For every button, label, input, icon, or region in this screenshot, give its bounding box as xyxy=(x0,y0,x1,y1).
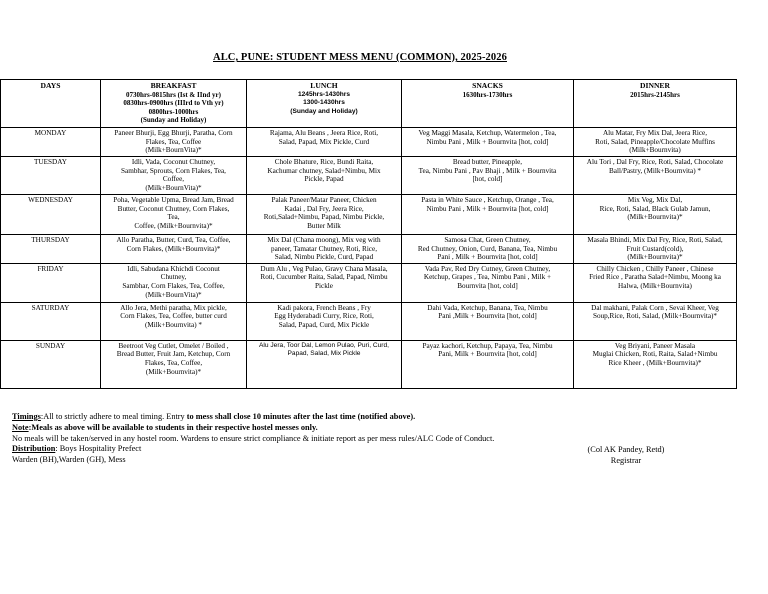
header-dinner xyxy=(574,80,737,128)
breakfast-line: Idli, Sabudana Khichdi Coconut xyxy=(127,264,220,273)
dinner-line: Alu Matar, Fry Mix Dal, Jeera Rice, xyxy=(602,129,708,137)
dinner-cell xyxy=(574,340,737,388)
signatory-name: (Col AK Pandey, Retd) xyxy=(587,445,665,454)
dinner-cell xyxy=(574,263,737,302)
lunch-line: Alu Jera, Toor Dal, Lemon Pulao, Puri, Curd, xyxy=(259,341,389,349)
breakfast-line: Butter, Coconut Chutney, Corn Flakes, xyxy=(117,204,230,213)
dinner-line: Veg Briyani, Paneer Masala xyxy=(614,341,696,350)
breakfast-cell xyxy=(101,157,247,195)
header-lunch-time-3: (Sunday and Holiday) xyxy=(290,107,358,115)
room-note: No meals will be taken/served in any hostel room. Wardens to ensure strict compliance & initiate report as per mess rules/ALC Code of Conduct. xyxy=(12,433,495,443)
dinner-line: Fried Rice , Paratha Salad+Nimbu, Moong ka xyxy=(589,273,721,282)
menu-row-sunday xyxy=(1,340,737,388)
breakfast-cell xyxy=(101,302,247,340)
breakfast-line: Poha, Vegetable Upma, Bread Jam, Bread xyxy=(113,196,234,204)
header-breakfast-time-3: 0800hrs-1000hrs xyxy=(148,107,199,116)
header-breakfast-time-4: (Sunday and Holiday) xyxy=(140,116,207,125)
signatory-role: Registrar xyxy=(610,455,642,465)
lunch-line: Rajama, Alu Beans , Jeera Rice, Roti, xyxy=(269,129,379,137)
dinner-line: (Milk+Bournvita)* xyxy=(627,253,683,262)
dinner-line: Rice, Roti, Salad, Black Gulab Jamun, xyxy=(599,204,711,213)
lunch-line: Mix Dal (Chana moong), Mix veg with xyxy=(267,236,381,244)
breakfast-line: Coffee, xyxy=(162,175,185,184)
lunch-cell xyxy=(247,302,402,340)
header-dinner-time: 2015hrs-2145hrs xyxy=(630,90,680,99)
lunch-cell xyxy=(247,340,402,388)
dinner-cell xyxy=(574,157,737,195)
header-breakfast-time-2: 0830hrs-0900hrs (IIIrd to Vth yr) xyxy=(123,99,224,108)
breakfast-cell xyxy=(101,340,247,388)
breakfast-line: Allo Paratha, Butter, Curd, Tea, Coffee, xyxy=(116,236,231,244)
distribution-label: Distribution xyxy=(12,444,56,454)
header-lunch xyxy=(247,80,402,128)
header-snacks xyxy=(402,80,574,128)
dinner-cell xyxy=(574,128,737,157)
menu-table xyxy=(0,79,737,389)
breakfast-line: Corn Flakes, (Milk+Bournvita)* xyxy=(126,244,221,253)
dinner-line: (Milk+Bournvita)* xyxy=(627,213,683,222)
breakfast-line: Allo Jera, Methi paratha, Mix pickle, xyxy=(120,303,227,312)
header-lunch-label: LUNCH xyxy=(310,81,338,90)
breakfast-line: Tea, xyxy=(167,213,180,222)
snacks-line: [hot, cold] xyxy=(472,175,503,184)
snacks-line: Red Chutney, Onion, Curd, Banana, Tea, Nimbu xyxy=(417,244,558,253)
snacks-cell xyxy=(402,302,574,340)
breakfast-cell xyxy=(101,235,247,264)
timings-note xyxy=(12,412,752,423)
snacks-cell xyxy=(402,263,574,302)
lunch-line: Kachumar chutney, Salad+Nimbu, Mix xyxy=(267,166,381,175)
breakfast-line: Sambhar, Corn Flakes, Tea, Coffee, xyxy=(122,281,225,290)
breakfast-line: Idli, Vada, Coconut Chutney, xyxy=(131,158,216,166)
header-breakfast-label: BREAKFAST xyxy=(150,81,197,90)
snacks-cell xyxy=(402,235,574,264)
menu-row-friday xyxy=(1,263,737,302)
snacks-line: Veg Maggi Masala, Ketchup, Watermelon , Tea, xyxy=(418,129,557,137)
lunch-line: Kadi pakora, French Beans , Fry xyxy=(277,303,371,312)
timings-bold: to mess shall close 10 minutes after the last time (notified above). xyxy=(186,412,416,421)
signature-block xyxy=(566,445,686,467)
lunch-line: paneer, Tamatar Chutney, Roti, Rice, xyxy=(271,244,377,253)
snacks-cell xyxy=(402,128,574,157)
breakfast-line: Flakes, Tea, Coffee xyxy=(145,137,202,146)
lunch-line: Salad, Papad, Mix Pickle, Curd xyxy=(278,137,370,146)
distribution-line-2: Warden (BH),Warden (GH), Mess xyxy=(12,455,126,465)
snacks-cell xyxy=(402,195,574,235)
snacks-line: Dahi Vada, Ketchup, Banana, Tea, Nimbu xyxy=(427,303,548,312)
lunch-line: Chole Bhature, Rice, Bundi Raita, xyxy=(274,158,374,166)
dinner-line: Halwa, (Milk+Bournvita) xyxy=(618,281,692,290)
dinner-line: Ball/Pastry, (Milk+Bournvita) * xyxy=(608,166,702,175)
snacks-cell xyxy=(402,157,574,195)
breakfast-cell xyxy=(101,128,247,157)
lunch-line: Dum Alu , Veg Pulao, Gravy Chana Masala, xyxy=(260,264,388,273)
lunch-line: Kadai , Dal Fry, Jeera Rice, xyxy=(284,204,364,213)
menu-row-monday xyxy=(1,128,737,157)
snacks-line: Bread butter, Pineapple, xyxy=(452,158,523,166)
lunch-line: Palak Paneer/Matar Paneer, Chicken xyxy=(271,196,377,204)
header-days xyxy=(1,80,101,128)
day-cell: SUNDAY xyxy=(1,340,101,388)
snacks-cell xyxy=(402,340,574,388)
breakfast-line: (Milk+Bournvita) * xyxy=(145,320,202,329)
header-snacks-time: 1630hrs-1730hrs xyxy=(462,90,513,99)
breakfast-line: Chutney, xyxy=(160,273,187,282)
timings-label: Timings xyxy=(12,412,41,421)
dinner-line: Fruit Custard(cold), xyxy=(626,244,684,253)
header-lunch-time-2: 1300-1430hrs xyxy=(303,99,345,107)
snacks-line: Tea, Nimbu Pani , Pav Bhaji , Milk + Bournvita xyxy=(418,166,557,175)
dinner-line: (Milk+Bournvita) xyxy=(629,146,681,155)
meals-note xyxy=(12,423,752,434)
dinner-line: Soup,Rice, Roti, Salad, (Milk+Bournvita)* xyxy=(592,312,718,321)
header-snacks-label: SNACKS xyxy=(472,81,503,90)
header-days-label: DAYS xyxy=(40,81,61,90)
breakfast-line: Paneer Bhurji, Egg Bhurji, Paratha, Corn xyxy=(114,129,233,137)
snacks-line: Vada Pav, Red Dry Cutney, Green Chutney, xyxy=(424,264,551,273)
dinner-cell xyxy=(574,235,737,264)
lunch-cell xyxy=(247,195,402,235)
lunch-line: Papad, Salad, Mix Pickle xyxy=(287,350,361,358)
timings-text: :All to strictly adhere to meal timing. Entry xyxy=(40,412,187,421)
snacks-line: Ketchup, Grapes , Tea, Nimbu Pani , Milk + xyxy=(423,273,552,282)
snacks-line: Pani , Milk + Bournvita [hot, cold] xyxy=(437,253,538,262)
day-cell: SATURDAY xyxy=(1,302,101,340)
lunch-cell xyxy=(247,263,402,302)
dinner-cell xyxy=(574,195,737,235)
dinner-cell xyxy=(574,302,737,340)
note-bold: :Meals as above will be available to students in their respective hostel messes only. xyxy=(28,422,318,432)
header-breakfast-time-1: 0730hrs-0815hrs (Ist & IInd yr) xyxy=(126,90,221,99)
breakfast-cell xyxy=(101,195,247,235)
breakfast-line: Coffee, (Milk+Bournvita)* xyxy=(134,221,213,230)
lunch-cell xyxy=(247,157,402,195)
snacks-line: Pani ,Milk + Bournvita [hot, cold] xyxy=(438,312,537,321)
snacks-line: Payaz kachori, Ketchup, Papaya, Tea, Nimbu xyxy=(422,341,553,350)
menu-row-saturday xyxy=(1,302,737,340)
breakfast-line: (Milk+BournVita)* xyxy=(145,183,202,192)
breakfast-line: Bread Butter, Fruit Jam, Ketchup, Corn xyxy=(116,350,231,359)
snacks-line: Bournvita [hot, cold] xyxy=(457,281,518,290)
day-cell: MONDAY xyxy=(1,128,101,157)
dinner-line: Dal makhani, Palak Corn , Sevai Kheer, Veg xyxy=(591,303,719,312)
header-row xyxy=(1,80,737,128)
breakfast-line: Beetroot Veg Cutlet, Omelet / Boiled , xyxy=(118,341,229,350)
breakfast-line: (Milk+BournVita)* xyxy=(145,146,202,155)
lunch-line: Salad, Nimbu Pickle, Curd, Papad xyxy=(274,253,374,262)
snacks-line: Pasta in White Sauce , Ketchup, Orange , Tea, xyxy=(421,196,554,204)
lunch-line: Egg Hyderabadi Curry, Rice, Roti, xyxy=(274,312,374,321)
breakfast-line: Flakes, Tea, Coffee, xyxy=(144,358,203,367)
distribution-text: : Boys Hospitality Prefect xyxy=(55,444,142,454)
lunch-line: Butter Milk xyxy=(307,221,341,230)
menu-row-wednesday xyxy=(1,195,737,235)
menu-row-tuesday xyxy=(1,157,737,195)
menu-row-thursday xyxy=(1,235,737,264)
dinner-line: Muglai Chicken, Roti, Raita, Salad+Nimbu xyxy=(592,350,718,359)
day-cell: WEDNESDAY xyxy=(1,195,101,235)
snacks-line: Nimbu Pani , Milk + Bournvita [hot, cold] xyxy=(426,204,549,213)
dinner-line: Roti, Salad, Pineapple/Chocolate Muffins xyxy=(595,137,715,146)
dinner-line: Chilly Chicken , Chilly Paneer , Chinese xyxy=(596,264,714,273)
lunch-cell xyxy=(247,128,402,157)
day-cell: TUESDAY xyxy=(1,157,101,195)
snacks-line: Nimbu Pani , Milk + Bournvita [hot, cold] xyxy=(426,137,549,146)
dinner-line: Mix Veg, Mix Dal, xyxy=(627,196,683,204)
breakfast-cell xyxy=(101,263,247,302)
lunch-line: Salad, Papad, Curd, Mix Pickle xyxy=(278,320,370,329)
day-cell: FRIDAY xyxy=(1,263,101,302)
snacks-line: Samosa Chat, Green Chutney, xyxy=(444,236,531,244)
breakfast-line: Sambhar, Sprouts, Corn Flakes, Tea, xyxy=(121,166,226,175)
snacks-line: Pani, Milk + Bournvita [hot, cold] xyxy=(438,350,537,359)
menu-body xyxy=(1,128,737,389)
lunch-line: Roti, Cucumber Raita, Salad, Papad, Nimbu xyxy=(260,273,388,282)
breakfast-line: (Milk+Bournvita)* xyxy=(145,367,202,376)
header-lunch-time-1: 1245hrs-1430hrs xyxy=(297,90,351,98)
header-breakfast xyxy=(101,80,247,128)
lunch-line: Roti,Salad+Nimbu, Papad, Nimbu Pickle, xyxy=(263,213,385,222)
lunch-line: Pickle xyxy=(315,281,333,290)
dinner-line: Rice Kheer , (Milk+Bournvita)* xyxy=(608,358,702,367)
day-cell: THURSDAY xyxy=(1,235,101,264)
lunch-line: Pickle, Papad xyxy=(304,175,344,184)
dinner-line: Alu Tori , Dal Fry, Rice, Roti, Salad, Chocolate xyxy=(586,158,724,166)
dinner-line: Masala Bhindi, Mix Dal Fry, Rice, Roti, Salad, xyxy=(587,236,723,244)
note-label: Note xyxy=(12,422,29,432)
breakfast-line: Corn Flakes, Tea, Coffee, butter curd xyxy=(120,312,227,321)
breakfast-line: (Milk+BournVita)* xyxy=(145,290,202,299)
lunch-cell xyxy=(247,235,402,264)
header-dinner-label: DINNER xyxy=(640,81,670,90)
page-title: ALC, PUNE: STUDENT MESS MENU (COMMON), 2025-2026 xyxy=(213,52,507,63)
